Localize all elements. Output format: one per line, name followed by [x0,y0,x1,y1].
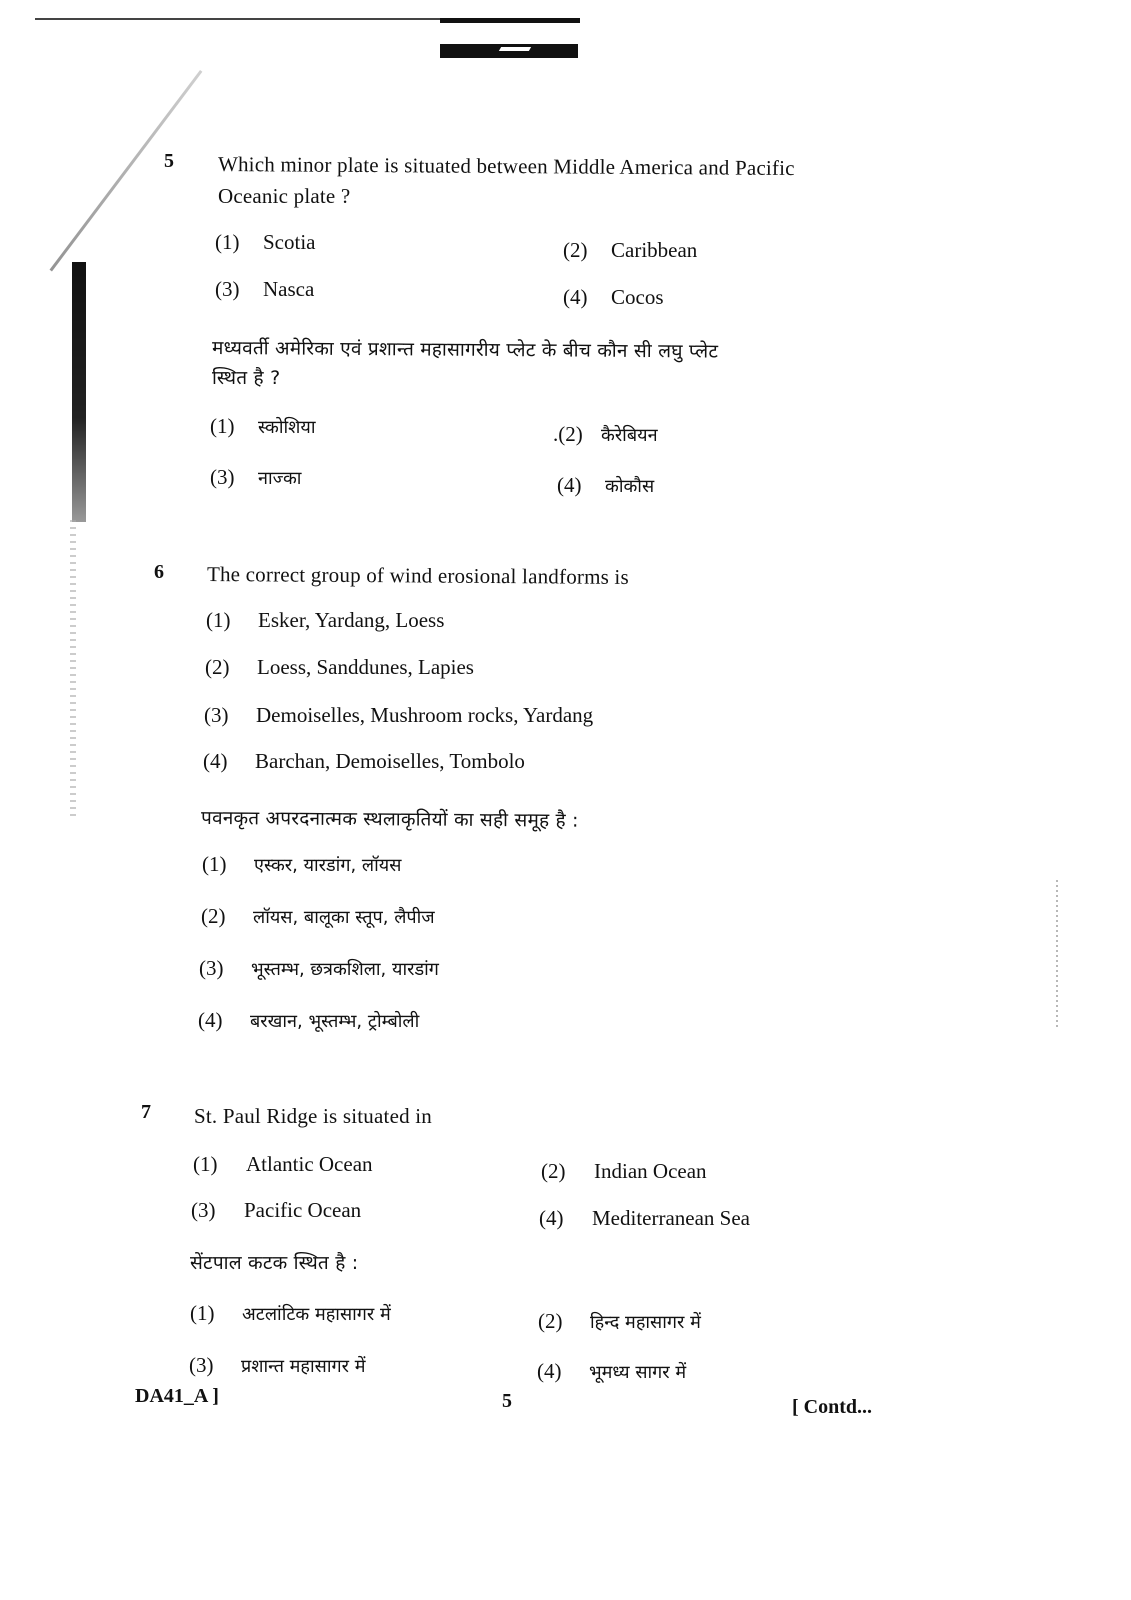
option-number: (4) [203,749,228,773]
option-label: अटलांटिक महासागर में [242,1304,391,1325]
option-number: (3) [191,1198,216,1222]
option-label: Atlantic Ocean [246,1152,373,1176]
option-number: (3) [189,1353,214,1377]
option-1[interactable] [206,608,444,633]
option-label: नाज्का [258,468,302,489]
option-4-hi[interactable] [198,1008,419,1033]
option-number: (1) [190,1301,215,1325]
option-3-hi[interactable] [210,465,301,490]
option-1-hi[interactable] [190,1301,391,1326]
option-number: (2) [538,1309,563,1333]
question-text-en-line1: Which minor plate is situated between Middle America and Pacific [217,152,795,181]
option-label: Cocos [611,285,664,309]
option-3[interactable] [204,703,593,728]
option-number: (4) [198,1008,223,1032]
question-text-hi-line1: सेंटपाल कटक स्थित है : [190,1252,359,1274]
option-number: (4) [557,473,582,497]
option-4[interactable] [563,285,664,310]
option-3-hi[interactable] [189,1353,365,1378]
scan-header-mark [440,44,578,58]
option-1[interactable] [193,1152,373,1177]
option-number: .(2) [553,422,583,446]
option-2[interactable] [541,1159,707,1184]
question-number: 6 [154,561,164,583]
option-number: (1) [215,230,240,254]
option-2-hi[interactable] [538,1309,701,1334]
option-number: (3) [199,956,224,980]
question-text-en-line2: Oceanic plate ? [218,184,351,208]
continued-label: [ Contd... [792,1396,873,1418]
option-4[interactable] [539,1206,750,1231]
option-number: (1) [202,852,227,876]
option-label: Indian Ocean [594,1159,707,1183]
option-label: Barchan, Demoiselles, Tombolo [255,749,525,773]
option-number: (1) [210,414,235,438]
option-3-hi[interactable] [199,956,439,981]
option-1[interactable] [215,230,316,255]
option-label: Caribbean [611,238,698,262]
option-2[interactable] [563,238,697,263]
paper-code: DA41_A ] [135,1385,219,1407]
option-label: कोकौस [605,476,655,497]
scan-binding-shadow [72,262,86,522]
option-1-hi[interactable] [202,852,401,877]
option-2-hi[interactable] [201,904,435,929]
option-number: (4) [563,285,588,309]
option-number: (2) [541,1159,566,1183]
option-label: प्रशान्त महासागर में [241,1356,366,1377]
option-label: लॉयस, बालूका स्तूप, लैपीज [253,907,435,928]
question-number: 7 [141,1101,151,1123]
option-2-hi[interactable] [553,422,658,447]
option-4-hi[interactable] [537,1359,686,1384]
option-label: Mediterranean Sea [592,1206,751,1230]
option-number: (3) [210,465,235,489]
question-number: 5 [164,150,174,172]
option-label: भूस्तम्भ, छत्रकशिला, यारडांग [251,959,439,980]
page-number: 5 [502,1390,512,1412]
option-2[interactable] [205,655,474,680]
option-number: (1) [193,1152,218,1176]
option-1-hi[interactable] [210,414,316,439]
option-3[interactable] [191,1198,361,1223]
scan-binding-edge [50,70,203,271]
question-text-en-line1: St. Paul Ridge is situated in [194,1104,432,1128]
option-label: Loess, Sanddunes, Lapies [257,655,474,679]
scan-top-rule-thick [440,18,580,23]
question-text-hi-line2: स्थित है ? [212,367,281,389]
option-number: (2) [205,655,230,679]
option-label: भूमध्य सागर में [589,1362,687,1383]
option-number: (3) [215,277,240,301]
option-number: (2) [201,904,226,928]
option-number: (3) [204,703,229,727]
option-number: (4) [537,1359,562,1383]
option-number: (1) [206,608,231,632]
option-label: एस्कर, यारडांग, लॉयस [254,855,402,876]
option-label: बरखान, भूस्तम्भ, ट्रोम्बोली [250,1011,420,1032]
option-3[interactable] [215,277,314,302]
question-text-hi-line1: मध्यवर्ती अमेरिका एवं प्रशान्त महासागरीय प्लेट के बीच कौन सी लघु प्लेट [211,337,719,363]
scan-binding-noise [70,520,76,820]
option-label: Esker, Yardang, Loess [258,608,445,632]
option-label: Nasca [263,277,315,301]
option-number: (2) [563,238,588,262]
option-label: हिन्द महासागर में [590,1312,701,1333]
scan-edge-noise [1056,880,1058,1030]
option-label: Scotia [263,230,316,254]
option-4-hi[interactable] [557,473,654,498]
option-label: स्कोशिया [258,417,316,438]
option-label: Pacific Ocean [244,1198,362,1222]
question-text-en-line1: The correct group of wind erosional landforms is [206,562,629,589]
option-4[interactable] [203,749,525,774]
question-text-hi-line1: पवनकृत अपरदनात्मक स्थलाकृतियों का सही समूह है : [200,807,579,832]
option-number: (4) [539,1206,564,1230]
option-label: Demoiselles, Mushroom rocks, Yardang [256,703,594,727]
option-label: कैरेबियन [601,425,658,446]
